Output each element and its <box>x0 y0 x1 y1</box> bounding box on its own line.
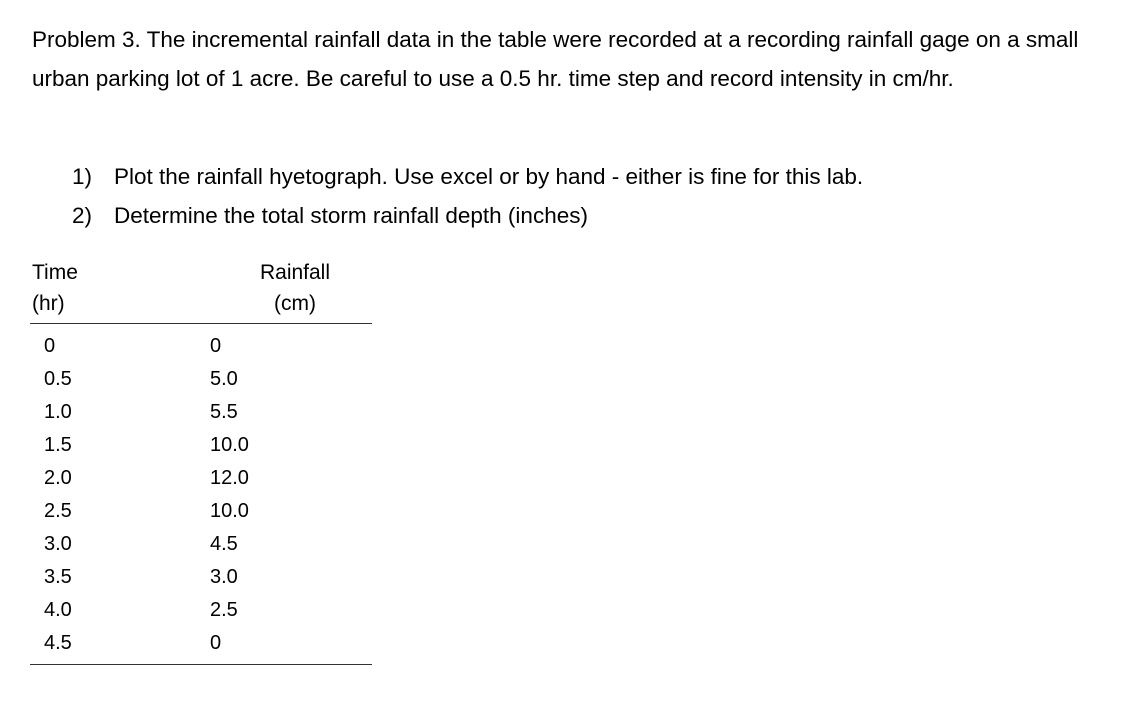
rainfall-cell: 2.5 <box>210 599 238 621</box>
task-text: Determine the total storm rainfall depth (inches) <box>114 203 588 228</box>
table-row <box>30 627 372 660</box>
rainfall-cell: 4.5 <box>210 533 238 555</box>
table-row <box>30 363 372 396</box>
rainfall-header-unit: (cm) <box>274 292 316 315</box>
table-row <box>30 429 372 462</box>
rainfall-cell: 10.0 <box>210 434 249 456</box>
time-cell: 2.0 <box>44 467 72 489</box>
time-column-header <box>32 257 78 319</box>
task-list <box>72 157 863 235</box>
time-cell: 1.5 <box>44 434 72 456</box>
rainfall-cell: 0 <box>210 335 222 357</box>
time-cell: 4.5 <box>44 632 72 654</box>
table-row <box>30 594 372 627</box>
table-row <box>30 462 372 495</box>
time-cell: 2.5 <box>44 500 72 522</box>
time-cell: 1.0 <box>44 401 72 423</box>
table-body <box>30 330 372 665</box>
table-row <box>30 561 372 594</box>
rainfall-cell: 5.5 <box>210 401 238 423</box>
task-item <box>72 157 863 196</box>
table-header <box>30 256 372 324</box>
problem-statement: Problem 3. The incremental rainfall data in the table were recorded at a recording rainfall gage on a small urban parking lot of 1 acre. Be careful to use a 0.5 hr. time step and record intensity in cm/hr. <box>32 27 1079 91</box>
table-row <box>30 396 372 429</box>
task-number: 1) <box>72 164 93 189</box>
table-row <box>30 495 372 528</box>
rainfall-cell: 0 <box>210 632 222 654</box>
task-text: Plot the rainfall hyetograph. Use excel or by hand - either is fine for this lab. <box>114 164 864 189</box>
rainfall-header-label: Rainfall <box>259 261 331 284</box>
time-header-label: Time <box>32 261 78 284</box>
time-cell: 3.0 <box>44 533 72 555</box>
time-cell: 0.5 <box>44 368 72 390</box>
rainfall-cell: 5.0 <box>210 368 238 390</box>
task-item <box>72 196 863 235</box>
time-header-unit: (hr) <box>32 292 65 315</box>
task-number: 2) <box>72 203 93 228</box>
time-cell: 0 <box>44 335 56 357</box>
time-cell: 4.0 <box>44 599 72 621</box>
rainfall-cell: 12.0 <box>210 467 249 489</box>
rainfall-cell: 10.0 <box>210 500 249 522</box>
table-row <box>30 528 372 561</box>
rainfall-table <box>30 256 372 665</box>
table-row <box>30 330 372 363</box>
time-cell: 3.5 <box>44 566 72 588</box>
rainfall-column-header <box>220 257 370 319</box>
rainfall-cell: 3.0 <box>210 566 238 588</box>
